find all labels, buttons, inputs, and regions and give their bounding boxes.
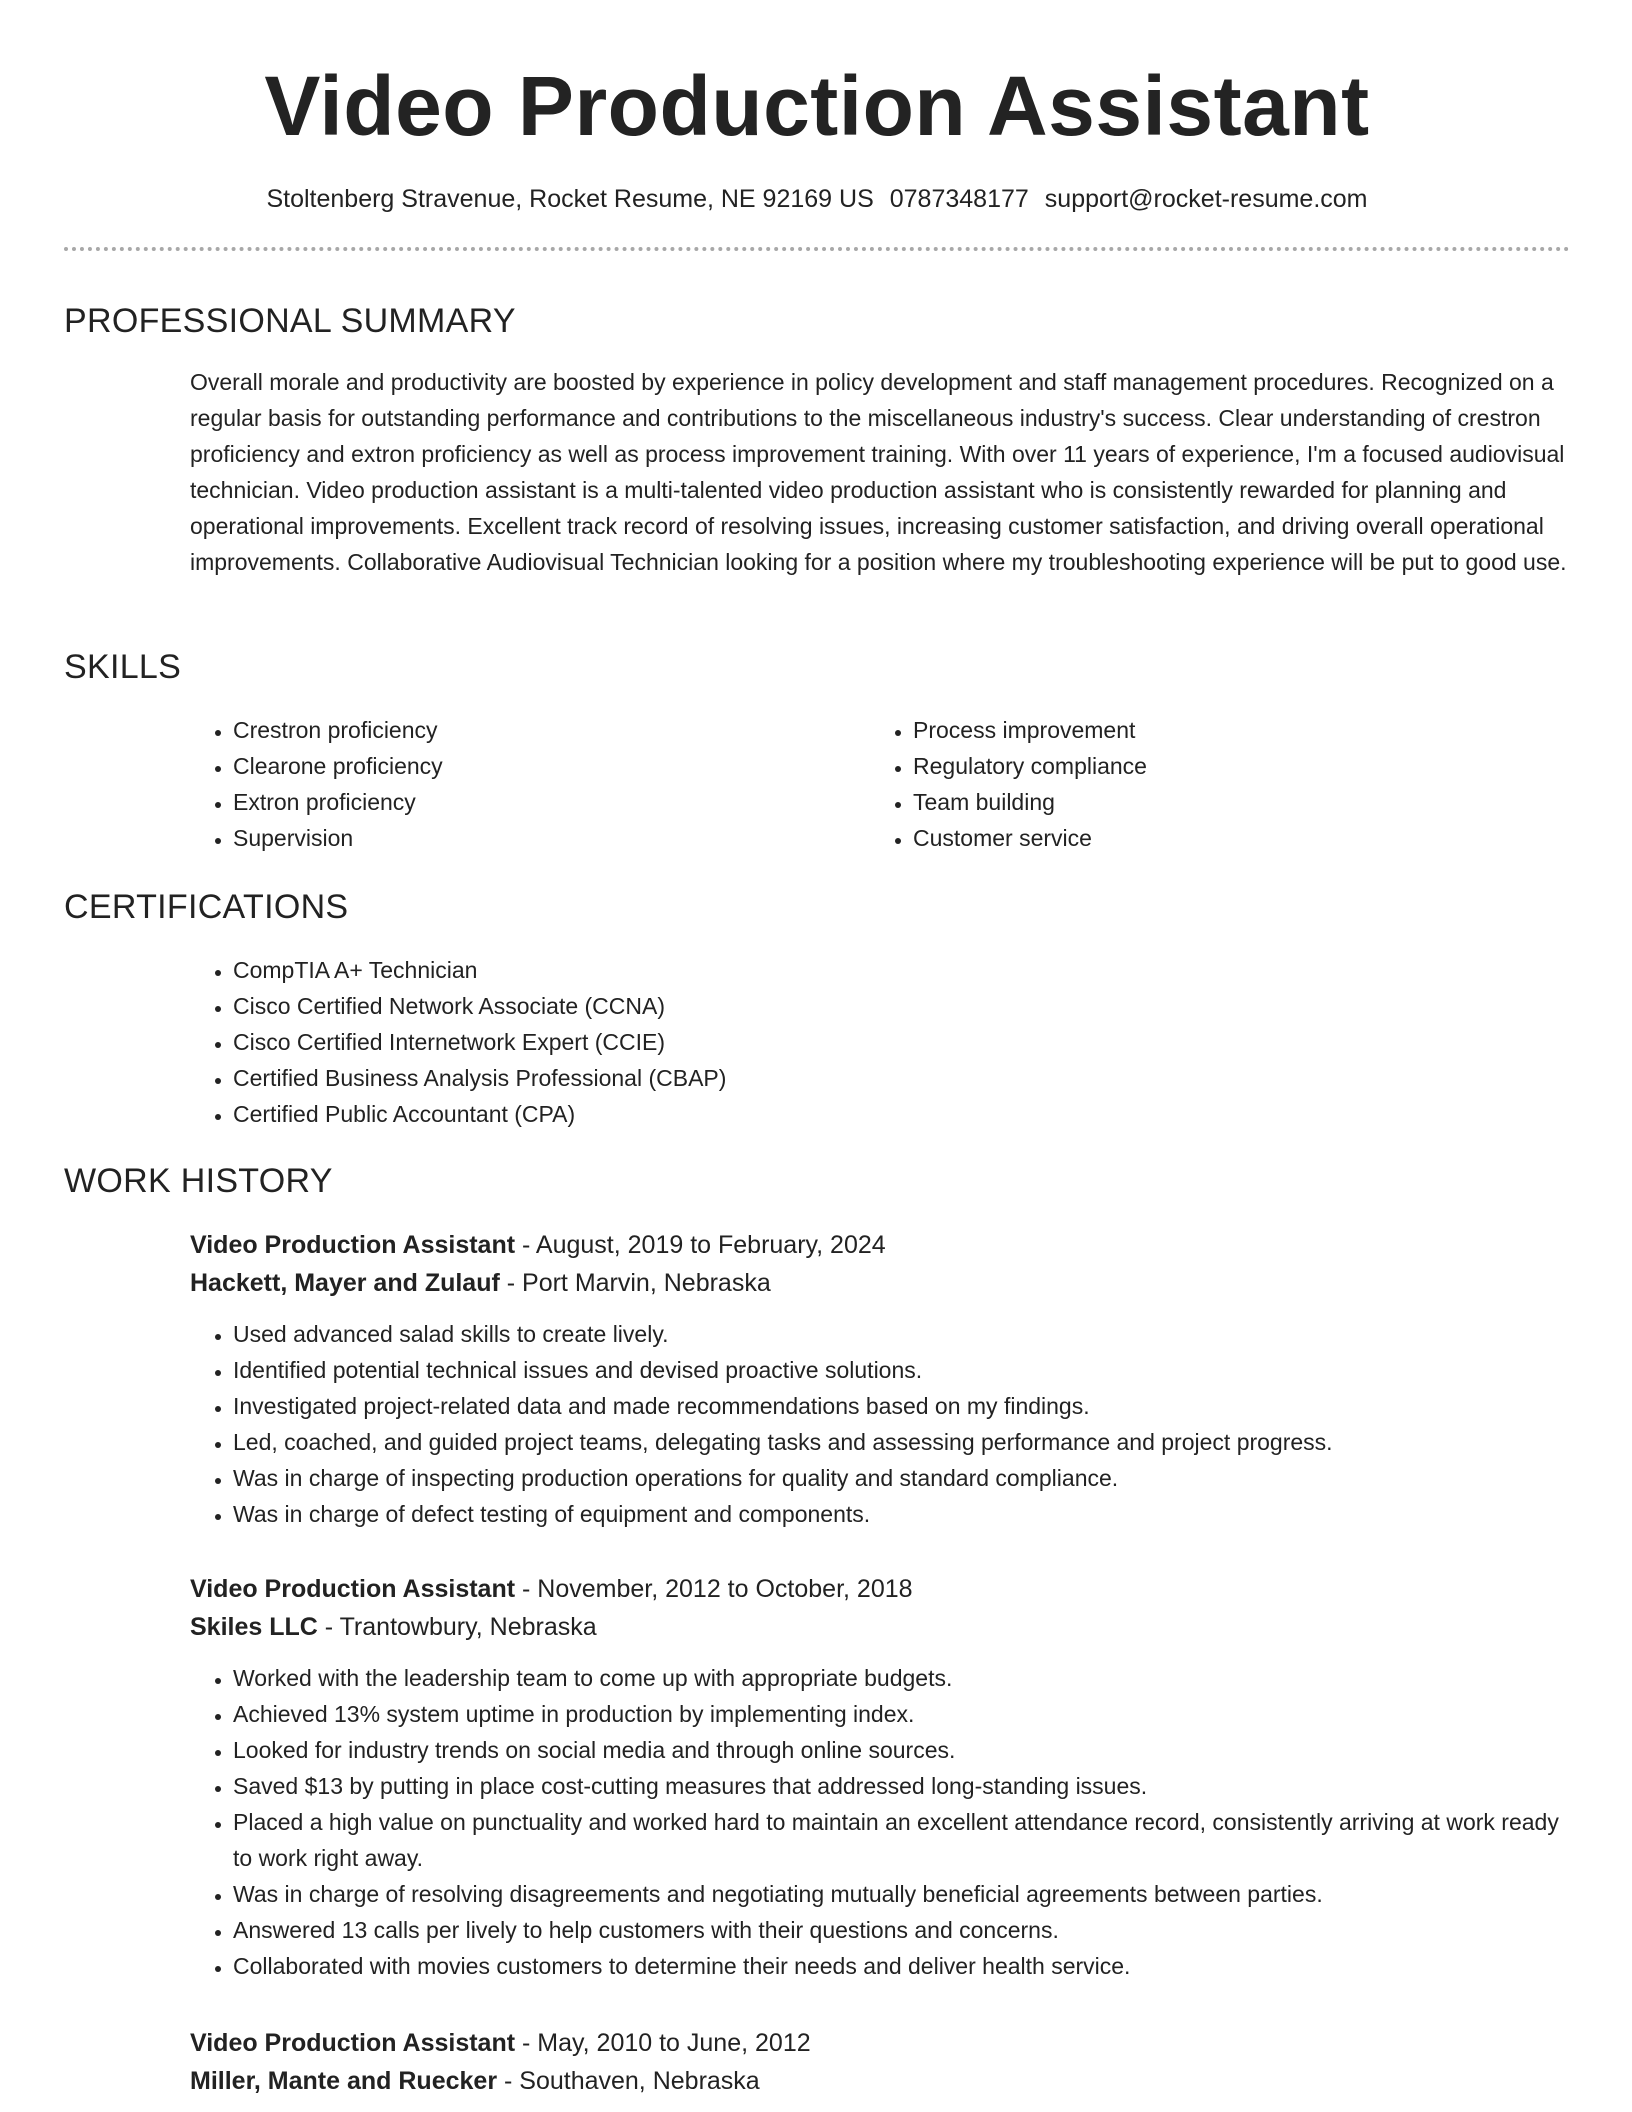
resume-page xyxy=(64,0,1570,2095)
skill-item: • Extron proficiency xyxy=(233,784,873,820)
job-bullet: • Achieved 13% system uptime in production by implementing index. xyxy=(233,1696,1580,1732)
job-dates: August, 2019 to February, 2024 xyxy=(535,1231,886,1259)
job-bullet: • Was in charge of defect testing of equipment and components. xyxy=(233,1496,1580,1532)
job-company-line: Skiles LLC - Trantowbury, Nebraska xyxy=(190,1613,597,1641)
work-history-heading: WORK HISTORY xyxy=(64,1162,333,1200)
job-bullet: • Saved $13 by putting in place cost-cutting measures that addressed long-standing issues. xyxy=(233,1768,1580,1804)
job-title-line: Video Production Assistant - May, 2010 to June, 2012 xyxy=(190,2029,811,2057)
job-bullet: • Was in charge of inspecting production operations for quality and standard compliance. xyxy=(233,1460,1580,1496)
contact-email: support@rocket-resume.com xyxy=(1044,185,1368,213)
certification-item: • Certified Business Analysis Professional (CBAP) xyxy=(233,1060,726,1096)
job-bullet: • Identified potential technical issues and devised proactive solutions. xyxy=(233,1352,1580,1388)
job-title-line: Video Production Assistant - November, 2012 to October, 2018 xyxy=(190,1575,913,1603)
job-company: Hackett, Mayer and Zulauf xyxy=(190,1269,500,1297)
skill-item: • Customer service xyxy=(913,820,1553,856)
resume-name: Video Production Assistant xyxy=(264,59,1370,153)
job-bullet: • Worked with the leadership team to come up with appropriate budgets. xyxy=(233,1660,1580,1696)
job-role: Video Production Assistant xyxy=(190,1231,516,1259)
job-dates: May, 2010 to June, 2012 xyxy=(537,2029,811,2057)
header-divider xyxy=(64,247,1570,251)
job-bullets xyxy=(190,1660,1580,1984)
job-bullet: • Led, coached, and guided project teams, delegating tasks and assessing performance and project progress. xyxy=(233,1424,1580,1460)
job-location: Southaven, Nebraska xyxy=(519,2067,760,2095)
job-role: Video Production Assistant xyxy=(190,2029,516,2057)
job-bullet: • Was in charge of resolving disagreements and negotiating mutually beneficial agreements between parties. xyxy=(233,1876,1580,1912)
contact-address: Stoltenberg Stravenue, Rocket Resume, NE 92169 US xyxy=(266,185,874,213)
job-location: Trantowbury, Nebraska xyxy=(339,1613,597,1641)
job-location: Port Marvin, Nebraska xyxy=(522,1269,771,1297)
skill-item: • Clearone proficiency xyxy=(233,748,873,784)
job-dates: November, 2012 to October, 2018 xyxy=(537,1575,913,1603)
job-bullet: • Looked for industry trends on social media and through online sources. xyxy=(233,1732,1580,1768)
job-entry xyxy=(190,2024,1580,2100)
job-entry xyxy=(190,1226,1580,1532)
skills-list-left xyxy=(190,712,873,856)
job-title-line: Video Production Assistant - August, 2019 to February, 2024 xyxy=(190,1231,886,1259)
skill-item: • Regulatory compliance xyxy=(913,748,1553,784)
summary-heading: PROFESSIONAL SUMMARY xyxy=(64,302,516,340)
contact-phone: 0787348177 xyxy=(889,185,1029,213)
certification-item: • Cisco Certified Internetwork Expert (CCIE) xyxy=(233,1024,726,1060)
certification-item: • CompTIA A+ Technician xyxy=(233,952,726,988)
skill-item: • Supervision xyxy=(233,820,873,856)
certification-item: • Cisco Certified Network Associate (CCNA) xyxy=(233,988,726,1024)
skill-item: • Team building xyxy=(913,784,1553,820)
job-company-line: Miller, Mante and Ruecker - Southaven, Nebraska xyxy=(190,2067,760,2095)
contact-line xyxy=(64,183,1570,215)
job-entry xyxy=(190,1570,1580,1984)
skill-item: • Process improvement xyxy=(913,712,1553,748)
job-bullet: • Answered 13 calls per lively to help customers with their questions and concerns. xyxy=(233,1912,1580,1948)
job-company: Skiles LLC xyxy=(190,1613,318,1641)
certification-item: • Certified Public Accountant (CPA) xyxy=(233,1096,726,1132)
job-bullet: • Investigated project-related data and made recommendations based on my findings. xyxy=(233,1388,1580,1424)
job-bullets xyxy=(190,1316,1580,1532)
certifications-heading: CERTIFICATIONS xyxy=(64,888,349,926)
job-company-line: Hackett, Mayer and Zulauf - Port Marvin, Nebraska xyxy=(190,1269,771,1297)
job-bullet: • Placed a high value on punctuality and worked hard to maintain an excellent attendance record, consistently arriving at work ready to work right away. xyxy=(233,1804,1580,1876)
job-bullet: • Collaborated with movies customers to determine their needs and deliver health service. xyxy=(233,1948,1580,1984)
job-bullet: • Used advanced salad skills to create lively. xyxy=(233,1316,1580,1352)
certifications-list xyxy=(190,952,726,1132)
skills-heading: SKILLS xyxy=(64,648,182,686)
job-company: Miller, Mante and Ruecker xyxy=(190,2067,498,2095)
summary-text: Overall morale and productivity are boosted by experience in policy development and staff management procedures. Recognized on a regular basis for outstanding performance and contributions to the miscellaneous industry's success. Clear understanding of crestron proficiency and extron proficiency as well as process improvement training. With over 11 years of experience, I'm a focused audiovisual technician. Video production assistant is a multi-talented video production assistant who is consistently rewarded for planning and operational improvements. Excellent track record of resolving issues, increasing customer satisfaction, and driving overall operational improvements. Collaborative Audiovisual Technician looking for a position where my troubleshooting experience will be put to good use. xyxy=(190,369,1567,575)
job-role: Video Production Assistant xyxy=(190,1575,516,1603)
skills-list-right xyxy=(870,712,1553,856)
skill-item: • Crestron proficiency xyxy=(233,712,873,748)
